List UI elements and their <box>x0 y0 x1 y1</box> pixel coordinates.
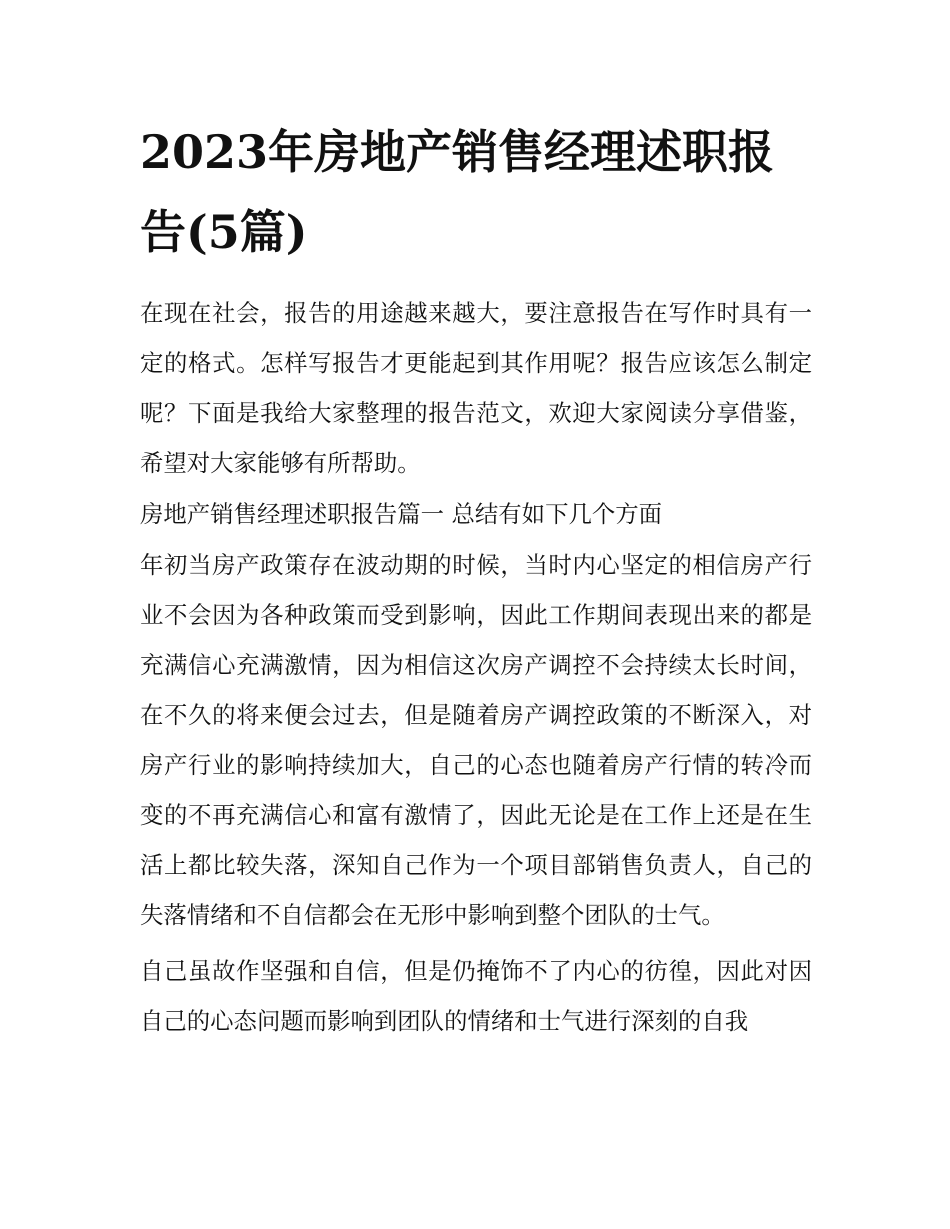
intro-paragraph: 在现在社会，报告的用途越来越大，要注意报告在写作时具有一定的格式。怎样写报告才更能起到其作用呢？报告应该怎么制定呢？下面是我给大家整理的报告范文，欢迎大家阅读分享借鉴，希望对大家能够有所帮助。 <box>140 299 812 477</box>
body-paragraph-2: 自己虽故作坚强和自信，但是仍掩饰不了内心的彷徨，因此对因自己的心态问题而影响到团队的情绪和士气进行深刻的自我 <box>140 957 812 1035</box>
section-heading: 房地产销售经理述职报告篇一 总结有如下几个方面 <box>140 500 663 528</box>
document-title: 2023年房地产销售经理述职报告(5篇) <box>140 125 775 259</box>
document-body <box>140 288 812 1046</box>
body-paragraph-1: 年初当房产政策存在波动期的时候，当时内心坚定的相信房产行业不会因为各种政策而受到影响，因此工作期间表现出来的都是充满信心充满激情，因为相信这次房产调控不会持续太长时间，在不久的将来便会过去，但是随着房产调控政策的不断深入，对房产行业的影响持续加大，自己的心态也随着房产行情的转冷而变的不再充满信心和富有激情了，因此无论是在工作上还是在生活上都比较失落，深知自己作为一个项目部销售负责人，自己的失落情绪和不自信都会在无形中影响到整个团队的士气。 <box>140 551 812 929</box>
document-content <box>140 112 812 1052</box>
